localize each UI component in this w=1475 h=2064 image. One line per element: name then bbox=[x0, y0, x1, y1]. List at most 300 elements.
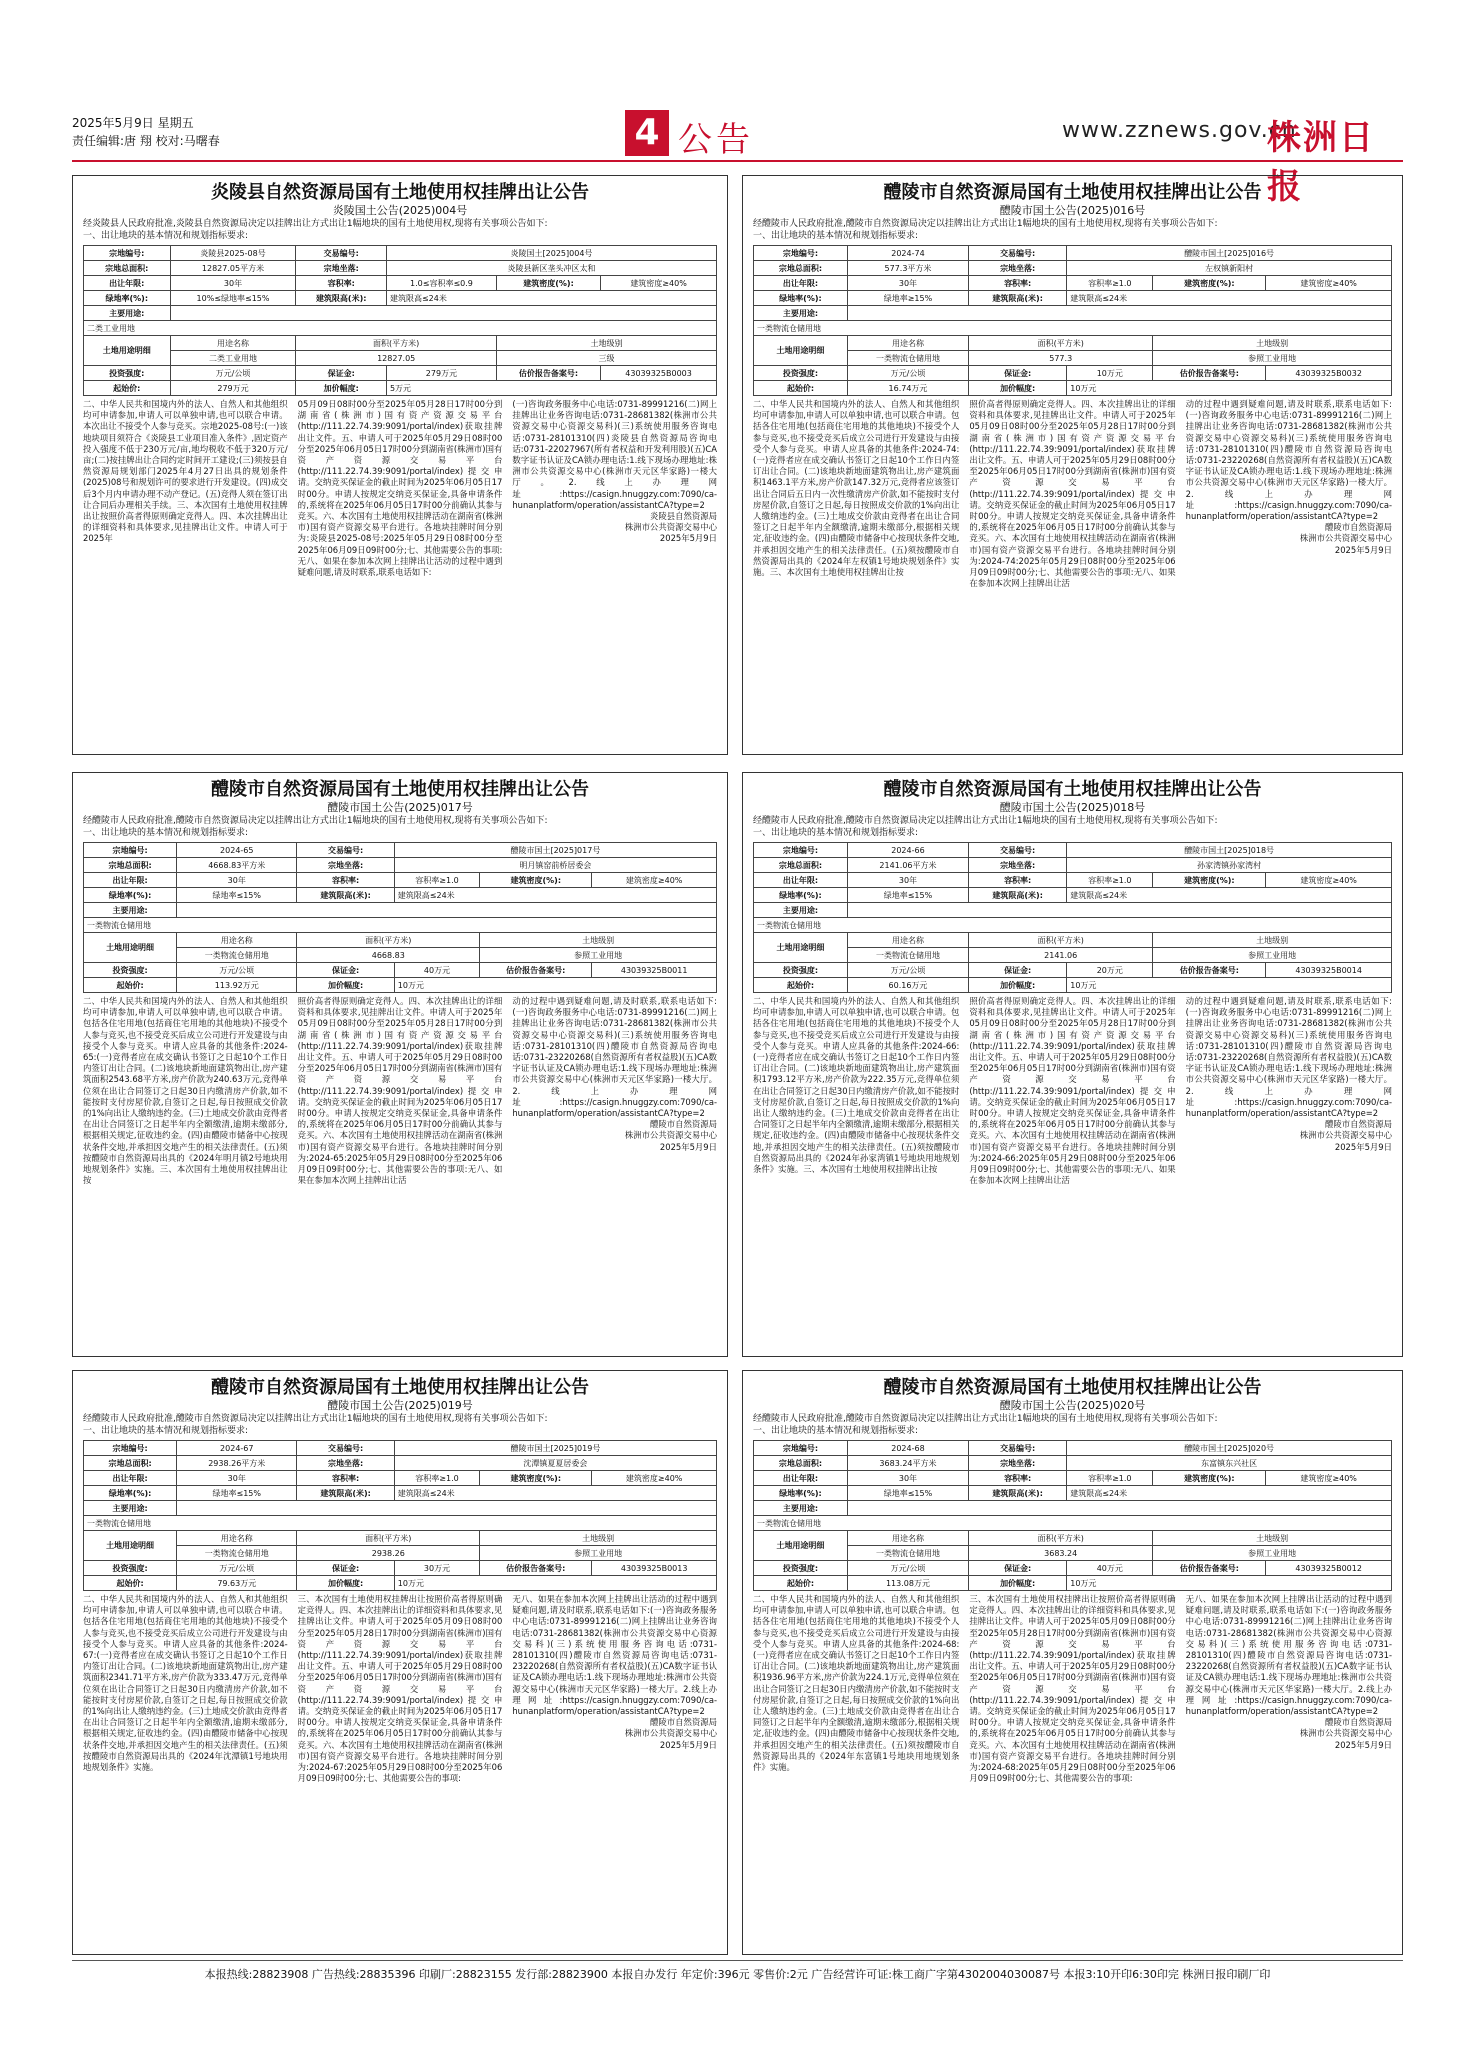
label-start-price: 起始价: bbox=[84, 1576, 177, 1591]
value-use-area: 2141.06 bbox=[969, 948, 1153, 963]
label-sub-table: 土地用途明细 bbox=[754, 1531, 848, 1561]
label-sub-table: 土地用途明细 bbox=[84, 1531, 177, 1561]
notice-title: 醴陵市自然资源局国有土地使用权挂牌出让公告 bbox=[883, 779, 1262, 800]
header-divider bbox=[72, 160, 1403, 162]
value-parcel-no: 炎陵县2025-08号 bbox=[170, 246, 296, 261]
label-far: 容积率: bbox=[297, 1471, 394, 1486]
issuer-signature-2: 株洲市公共资源交易中心 bbox=[1299, 533, 1392, 544]
value-grade: 参照工业用地 bbox=[480, 1546, 717, 1561]
label-appraisal: 估价报告备案号: bbox=[1153, 1561, 1266, 1576]
notice-number: 醴陵市国土公告(2025)018号 bbox=[999, 801, 1146, 814]
table-row bbox=[754, 1441, 1392, 1456]
value-height: 建筑限高≤24米 bbox=[1067, 1486, 1392, 1501]
header-meta bbox=[72, 114, 220, 150]
table-row bbox=[84, 888, 717, 903]
notice-date: 2025年5月9日 bbox=[1334, 544, 1392, 555]
body-column-3 bbox=[1186, 1594, 1392, 1784]
value-use-area: 577.3 bbox=[969, 351, 1153, 366]
value-start-price: 113.92万元 bbox=[177, 978, 297, 993]
table-row bbox=[84, 1456, 717, 1471]
value-density: 建筑密度≥40% bbox=[1266, 1471, 1392, 1486]
value-trade-no: 醴陵市国土[2025]019号 bbox=[394, 1441, 716, 1456]
table-row bbox=[84, 261, 717, 276]
body-column-3 bbox=[512, 1594, 717, 1784]
value-grade: 参照工业用地 bbox=[1153, 1546, 1392, 1561]
label-parcel-no: 宗地编号: bbox=[84, 843, 177, 858]
table-row bbox=[754, 351, 1392, 366]
value-main-use: 一类物流仓储用地 bbox=[754, 1516, 1392, 1531]
label-height: 建筑限高(米): bbox=[296, 291, 387, 306]
label-location: 宗地坐落: bbox=[297, 1456, 394, 1471]
table-row bbox=[754, 246, 1392, 261]
table-row bbox=[754, 261, 1392, 276]
notice-intro: 经醴陵市人民政府批准,醴陵市自然资源局决定以挂牌出让方式出让1幅地块的国有土地使用权,现将有关事项公告如下: bbox=[753, 1414, 1218, 1424]
label-trade-no: 交易编号: bbox=[297, 1441, 394, 1456]
label-density: 建筑密度(%): bbox=[1153, 873, 1266, 888]
label-green: 绿地率(%): bbox=[84, 291, 171, 306]
table-row bbox=[754, 873, 1392, 888]
label-height: 建筑限高(米): bbox=[969, 1486, 1067, 1501]
label-use-area: 面积(平方米) bbox=[969, 336, 1153, 351]
notice-body bbox=[753, 996, 1392, 1186]
table-row bbox=[754, 381, 1392, 396]
label-parcel-no: 宗地编号: bbox=[84, 246, 171, 261]
label-grade: 土地级别 bbox=[480, 933, 717, 948]
body-column-1: 二、中华人民共和国境内外的法人、自然人和其他组织均可申请参加,申请人可以单独申请,也可以联合申请。包括各住宅用地(包括商住宅用地的其他地块)不接受个人参与竞买,也不接受竞买后成立公司进行开发建设与由接受个人参与竞买。申请人应具备的其他条件:2024-67:(一)竞得者应在成交确认书签订之日起10个工作日内签订出让合同。(二)该地块新地面建筑物出让,房产建筑面积2341.71平方米,房产价款为333.47万元,竞得单位须在出让合同签订之日起30日内缴清房产价款,如不能按时支付房屋价款,自签订之日起,每日按照成交价款的1%向出让人缴纳违约金。(三)土地成交价款由竞得者在出让合同签订之日起半年内全额缴清,逾期未缴部分,根据相关规定,征收违约金。(四)由醴陵市储备中心按现状条件交地,并承担因交地产生的相关法律责任。(五)须按醴陵市自然资源局出具的《2024年沈潭镇1号地块用地规划条件》实施。 bbox=[83, 1594, 288, 1773]
table-row bbox=[84, 1501, 717, 1516]
section-heading: 一、出让地块的基本情况和规划指标要求: bbox=[753, 1426, 919, 1436]
label-location: 宗地坐落: bbox=[969, 858, 1067, 873]
notice-intro: 经醴陵市人民政府批准,醴陵市自然资源局决定以挂牌出让方式出让1幅地块的国有土地使用权,现将有关事项公告如下: bbox=[83, 816, 548, 826]
notice-title: 醴陵市自然资源局国有土地使用权挂牌出让公告 bbox=[883, 182, 1262, 203]
label-use-area: 面积(平方米) bbox=[296, 336, 496, 351]
notice-body bbox=[753, 1594, 1392, 1784]
value-increment: 10万元 bbox=[394, 978, 716, 993]
table-row bbox=[754, 276, 1392, 291]
label-deposit: 保证金: bbox=[969, 366, 1067, 381]
contact-info: 动的过程中遇到疑难问题,请及时联系,联系电话如下:(一)咨询政务服务中心电话:0731-89991216(二)网上挂牌出让业务咨询电话:0731-28681382(株洲市公共资源交易中心资源交易科)(三)系统使用服务咨询电话:0731-28101310(四)醴陵市自然资源局咨询电话:0731-23220268(自然资源所有者权益股)(五)CA数字证书认证及CA锁办理电话:1.线下现场办理地址:株洲市公共资源交易中心(株洲市天元区华家路)一楼大厅。2.线上办理网址:https://casign.hnuggzy.com:7090/ca-hunanplatform/operation/assistantCA?type=2 bbox=[1185, 399, 1392, 522]
value-increment: 10万元 bbox=[1067, 1576, 1392, 1591]
parcel-table bbox=[83, 1440, 717, 1591]
label-height: 建筑限高(米): bbox=[297, 888, 394, 903]
body-column-1: 二、中华人民共和国境内外的法人、自然人和其他组织均可申请参加,申请人可以单独申请,也可以联合申请。包括各住宅用地(包括商住宅用地的其他地块)不接受个人参与竞买,也不接受竞买后成立公司进行开发建设与由接受个人参与竞买。申请人应具备的其他条件:2024-74:(一)竞得者应在成交确认书签订之日起10个工作日内签订出让合同。(二)该地块新地面建筑物出让,房产建筑面积1463.1平方米,房产价款147.32万元,竞得者应该签订出让合同后五日内一次性缴清房产价款,如不能按时支付房屋价款,自签订之日起,每日按照成交价款的1%向出让人缴纳违约金。(三)土地成交价款由竞得者在出让合同签订之日起半年内全额缴清,逾期未缴部分,根据相关规定,征收违约金。(四)由醴陵市储备中心按现状条件交地,并承担因交地产生的相关法律责任。(五)须按醴陵市自然资源局出具的《2024年左权镇1号地块规划条件》实施。三、本次国有土地使用权挂牌出让按 bbox=[753, 399, 960, 578]
label-invest: 投资强度: bbox=[754, 963, 848, 978]
label-increment: 加价幅度: bbox=[969, 978, 1067, 993]
value-years: 30年 bbox=[847, 1471, 968, 1486]
value-main-use: 二类工业用地 bbox=[84, 321, 717, 336]
parcel-table bbox=[83, 245, 717, 396]
label-density: 建筑密度(%): bbox=[496, 276, 600, 291]
label-main-use: 主要用途: bbox=[84, 306, 171, 321]
label-appraisal: 估价报告备案号: bbox=[480, 963, 592, 978]
value-price-unit: 万元/公顷 bbox=[847, 1561, 968, 1576]
value-area: 3683.24平方米 bbox=[847, 1456, 968, 1471]
label-parcel-no: 宗地编号: bbox=[754, 843, 848, 858]
value-far: 容积率≥1.0 bbox=[1067, 276, 1153, 291]
value-price-unit: 万元/公顷 bbox=[177, 963, 297, 978]
value-years: 30年 bbox=[177, 873, 297, 888]
label-location: 宗地坐落: bbox=[297, 858, 394, 873]
value-start-price: 279万元 bbox=[170, 381, 296, 396]
label-parcel-no: 宗地编号: bbox=[84, 1441, 177, 1456]
value-grade: 参照工业用地 bbox=[1153, 948, 1392, 963]
table-row bbox=[84, 858, 717, 873]
value-area: 577.3平方米 bbox=[847, 261, 968, 276]
value-density: 建筑密度≥40% bbox=[592, 873, 717, 888]
contact-info: (一)咨询政务服务中心电话:0731-89991216(二)网上挂牌出让业务咨询电话:0731-28681382(株洲市公共资源交易中心资源交易科)(三)系统使用服务咨询电话:0731-28101310(四)炎陵县自然资源局咨询电话:0731-22027967(所有者权益和开发利用股)(五)CA数字证书认证及CA锁办理电话:1.线下现场办理地址:株洲市公共资源交易中心(株洲市天元区华家路)一楼大厅。2.线上办理网址:https://casign.hnuggzy.com:7090/ca-hunanplatform/operation/assistantCA?type=2 bbox=[512, 399, 718, 510]
label-trade-no: 交易编号: bbox=[969, 1441, 1067, 1456]
site-url[interactable]: www.zznews.gov.cn bbox=[1062, 118, 1297, 143]
value-use-name: 一类物流仓储用地 bbox=[847, 1546, 968, 1561]
label-start-price: 起始价: bbox=[84, 381, 171, 396]
body-column-2: 照价高者得原则确定竞得人。四、本次挂牌出让的详细资料和具体要求,见挂牌出让文件。申请人可于2025年05月09日08时00分至2025年05月28日17时00分到湖南省(株洲市)国有资产资源交易平台(http://111.22.74.39:9091/portal/index)获取挂牌出让文件。五、申请人可于2025年05月29日08时00分至2025年06月05日17时00分到湖南省(株洲市)国有资产资源交易平台(http://111.22.74.39:9091/portal/index)提交申请。交纳竞买保证金的截止时间为2025年06月05日17时00分。申请人按规定交纳竞买保证金,具备申请条件的,系统将在2025年06月05日17时00分前确认其参与竞买。六、本次国有土地使用权挂牌活动在湖南省(株洲市)国有资产资源交易平台进行。各地块挂牌时间分别为:2024-74:2025年05月29日08时00分至2025年06月09日09时00分;七、其他需要公告的事项:无八、如果在参加本次网上挂牌出让活 bbox=[969, 399, 1176, 589]
value-increment: 10万元 bbox=[394, 1576, 716, 1591]
label-height: 建筑限高(米): bbox=[969, 888, 1067, 903]
notice-intro: 经醴陵市人民政府批准,醴陵市自然资源局决定以挂牌出让方式出让1幅地块的国有土地使用权,现将有关事项公告如下: bbox=[753, 219, 1218, 229]
notice-title: 醴陵市自然资源局国有土地使用权挂牌出让公告 bbox=[883, 1377, 1262, 1398]
label-far: 容积率: bbox=[969, 873, 1067, 888]
issue-date: 2025年5月9日 星期五 bbox=[72, 116, 194, 130]
issuer-signature-2: 株洲市公共资源交易中心 bbox=[624, 522, 718, 533]
section-title: 公告 bbox=[678, 120, 754, 160]
body-column-1: 二、中华人民共和国境内外的法人、自然人和其他组织均可申请参加,申请人可以单独申请,也可以联合申请。包括各住宅用地(包括商住宅用地的其他地块)不接受个人参与竞买,也不接受竞买后成立公司进行开发建设与由接受个人参与竞买。申请人应具备的其他条件:2024-65:(一)竞得者应在成交确认书签订之日起10个工作日内签订出让合同。(二)该地块新地面建筑物出让,房产建筑面积2543.68平方米,房产价款为240.63万元,竞得单位须在出让合同签订之日起30日内缴清房产价款,如不能按时支付房屋价款,自签订之日起,每日按照成交价款的1%向出让人缴纳违约金。(三)土地成交价款由竞得者在出让合同签订之日起半年内全额缴清,逾期未缴部分,根据相关规定,征收违约金。(四)由醴陵市储备中心按现状条件交地,并承担因交地产生的相关法律责任。(五)须按醴陵市自然资源局出具的《2024年明月镇2号地块用地规划条件》实施。三、本次国有土地使用权挂牌出让按 bbox=[83, 996, 288, 1186]
table-row bbox=[754, 963, 1392, 978]
label-years: 出让年限: bbox=[754, 873, 848, 888]
label-use-name: 用途名称 bbox=[177, 1531, 297, 1546]
table-row bbox=[84, 321, 717, 336]
label-grade: 土地级别 bbox=[1153, 933, 1392, 948]
issuer-signature-2: 株洲市公共资源交易中心 bbox=[1299, 1130, 1392, 1141]
label-use-name: 用途名称 bbox=[177, 933, 297, 948]
value-start-price: 79.63万元 bbox=[177, 1576, 297, 1591]
notice-title: 醴陵市自然资源局国有土地使用权挂牌出让公告 bbox=[211, 1377, 589, 1398]
label-area: 宗地总面积: bbox=[84, 261, 171, 276]
table-row bbox=[84, 843, 717, 858]
label-green: 绿地率(%): bbox=[754, 291, 848, 306]
parcel-table bbox=[83, 842, 717, 993]
table-row bbox=[84, 351, 717, 366]
table-row bbox=[84, 978, 717, 993]
label-area: 宗地总面积: bbox=[754, 1456, 848, 1471]
notice-number: 醴陵市国土公告(2025)016号 bbox=[999, 204, 1146, 217]
body-column-1: 二、中华人民共和国境内外的法人、自然人和其他组织均可申请参加,申请人可以单独申请,也可以联合申请。包括各住宅用地(包括商住宅用地的其他地块)不接受个人参与竞买,也不接受竞买后成立公司进行开发建设与由接受个人参与竞买。申请人应具备的其他条件:2024-66:(一)竞得者应在成交确认书签订之日起10个工作日内签订出让合同。(二)该地块新地面建筑物出让,房产建筑面积1793.12平方米,房产价款为222.35万元,竞得单位须在出让合同签订之日起30日内缴清房产价款,如不能按时支付房屋价款,自签订之日起,每日按照成交价款的1%向出让人缴纳违约金。(三)土地成交价款由竞得者在出让合同签订之日起半年内全额缴清,逾期未缴部分,根据相关规定,征收违约金。(四)由醴陵市储备中心按现状条件交地,并承担因交地产生的相关法律责任。(五)须按醴陵市自然资源局出具的《2024年孙家湾镇1号地块用地规划条件》实施。三、本次国有土地使用权挂牌出让按 bbox=[753, 996, 960, 1175]
value-location: 沈潭镇夏夏居委会 bbox=[394, 1456, 716, 1471]
label-density: 建筑密度(%): bbox=[1153, 1471, 1266, 1486]
value-parcel-no: 2024-65 bbox=[177, 843, 297, 858]
label-height: 建筑限高(米): bbox=[297, 1486, 394, 1501]
table-row bbox=[754, 1576, 1392, 1591]
table-row bbox=[754, 918, 1392, 933]
value-main-use: 一类物流仓储用地 bbox=[754, 321, 1392, 336]
value-use-area: 4668.83 bbox=[297, 948, 480, 963]
value-trade-no: 醴陵市国土[2025]016号 bbox=[1067, 246, 1392, 261]
label-parcel-no: 宗地编号: bbox=[754, 1441, 848, 1456]
value-use-name: 一类物流仓储用地 bbox=[177, 1546, 297, 1561]
body-column-3 bbox=[512, 996, 717, 1186]
value-trade-no: 醴陵市国土[2025]018号 bbox=[1067, 843, 1392, 858]
label-years: 出让年限: bbox=[84, 1471, 177, 1486]
notice-body bbox=[83, 399, 717, 578]
value-area: 12827.05平方米 bbox=[170, 261, 296, 276]
body-column-1: 二、中华人民共和国境内外的法人、自然人和其他组织均可申请参加,申请人可以单独申请,也可以联合申请。本次出让不接受个人参与竞买。宗地2025-08号:(一)该地块项目须符合《炎陵县工业项目准入条件》,固定资产投入强度不低于230万元/亩,地均税收不低于320万元/亩;(二)按挂牌出让合同约定时间开工建设;(三)须按县自然资源局规划部门2025年4月27日出具的规划条件(2025)08号和规划许可的要求进行开发建设。(四)成交后3个月内申请办理不动产登记。(五)竞得人须在签订出让合同后办理相关手续。三、本次国有土地使用权挂牌出让按照价高者得原则确定竞得人。四、本次挂牌出让的详细资料和具体要求,见挂牌出让文件。申请人可于2025年 bbox=[83, 399, 288, 544]
footer-divider bbox=[72, 1960, 1403, 1961]
notice-body bbox=[753, 399, 1392, 589]
label-sub-table: 土地用途明细 bbox=[84, 336, 171, 366]
body-column-2: 照价高者得原则确定竞得人。四、本次挂牌出让的详细资料和具体要求,见挂牌出让文件。申请人可于2025年05月09日08时00分至2025年05月28日17时00分到湖南省(株洲市)国有资产资源交易平台(http://111.22.74.39:9091/portal/index)获取挂牌出让文件。五、申请人可于2025年05月29日08时00分至2025年06月05日17时00分到湖南省(株洲市)国有资产资源交易平台(http://111.22.74.39:9091/portal/index)提交申请。交纳竞买保证金的截止时间为2025年06月05日17时00分。申请人按规定交纳竞买保证金,具备申请条件的,系统将在2025年06月05日17时00分前确认其参与竞买。六、本次国有土地使用权挂牌活动在湖南省(株洲市)国有资产资源交易平台进行。各地块挂牌时间分别为:2024-66:2025年05月29日08时00分至2025年06月09日09时00分;七、其他需要公告的事项:无八、如果在参加本次网上挂牌出让活 bbox=[969, 996, 1176, 1186]
table-row bbox=[754, 1486, 1392, 1501]
label-increment: 加价幅度: bbox=[297, 1576, 394, 1591]
issuer-signature: 醴陵市自然资源局 bbox=[1324, 1717, 1392, 1728]
label-trade-no: 交易编号: bbox=[297, 843, 394, 858]
page-number: 4 bbox=[625, 110, 669, 156]
table-row bbox=[754, 321, 1392, 336]
value-density: 建筑密度≥40% bbox=[592, 1471, 717, 1486]
value-years: 30年 bbox=[177, 1471, 297, 1486]
label-location: 宗地坐落: bbox=[969, 261, 1067, 276]
notice-number: 醴陵市国土公告(2025)019号 bbox=[327, 1399, 473, 1412]
value-far: 1.0≤容积率≤0.9 bbox=[386, 276, 496, 291]
label-density: 建筑密度(%): bbox=[1153, 276, 1266, 291]
label-use-name: 用途名称 bbox=[847, 933, 968, 948]
label-start-price: 起始价: bbox=[84, 978, 177, 993]
label-deposit: 保证金: bbox=[969, 963, 1067, 978]
body-column-2: 05月09日08时00分至2025年05月28日17时00分到湖南省(株洲市)国有资产资源交易平台(http://111.22.74.39:9091/portal/index)获取挂牌出让文件。五、申请人可于2025年05月29日08时00分至2025年06月05日17时00分到湖南省(株洲市)国有资产资源交易平台(http://111.22.74.39:9091/portal/index)提交申请。交纳竞买保证金的截止时间为2025年06月05日17时00分。申请人按规定交纳竞买保证金,具备申请条件的,系统将在2025年06月05日17时00分前确认其参与竞买。六、本次国有土地使用权挂牌活动在湖南省(株洲市)国有资产资源交易平台进行。各地块挂牌时间分别为:炎陵县2025-08号:2025年05月29日08时00分至2025年06月09日09时00分;七、其他需要公告的事项:无八、如果在参加本次网上挂牌出让活动的过程中遇到疑难问题,请及时联系,联系电话如下: bbox=[297, 399, 503, 578]
body-column-1: 二、中华人民共和国境内外的法人、自然人和其他组织均可申请参加,申请人可以单独申请,也可以联合申请。包括各住宅用地(包括商住宅用地的其他地块)不接受个人参与竞买,也不接受竞买后成立公司进行开发建设与由接受个人参与竞买。申请人应具备的其他条件:2024-68:(一)竞得者应在成交确认书签订之日起10个工作日内签订出让合同。(二)该地块新地面建筑物出让,房产建筑面积1936.96平方米,房产价款为224.1万元,竞得单位须在出让合同签订之日起30日内缴清房产价款,如不能按时支付房屋价款,自签订之日起,每日按照成交价款的1%向出让人缴纳违约金。(三)土地成交价款由竞得者在出让合同签订之日起半年内全额缴清,逾期未缴部分,根据相关规定,征收违约金。(四)由醴陵市储备中心按现状条件交地,并承担因交地产生的相关法律责任。(五)须按醴陵市自然资源局出具的《2024年东富镇1号地块用地规划条件》实施。 bbox=[753, 1594, 960, 1773]
section-heading: 一、出让地块的基本情况和规划指标要求: bbox=[83, 231, 249, 241]
label-increment: 加价幅度: bbox=[296, 381, 387, 396]
table-row bbox=[84, 1561, 717, 1576]
label-appraisal: 估价报告备案号: bbox=[480, 1561, 592, 1576]
notice-panel-3 bbox=[72, 772, 728, 1357]
label-green: 绿地率(%): bbox=[84, 888, 177, 903]
table-row bbox=[754, 933, 1392, 948]
label-deposit: 保证金: bbox=[296, 366, 387, 381]
issuer-signature: 醴陵市自然资源局 bbox=[1324, 522, 1392, 533]
label-height: 建筑限高(米): bbox=[969, 291, 1067, 306]
table-row bbox=[84, 933, 717, 948]
notice-number: 醴陵市国土公告(2025)020号 bbox=[999, 1399, 1146, 1412]
value-use-name: 二类工业用地 bbox=[170, 351, 296, 366]
value-trade-no: 醴陵市国土[2025]020号 bbox=[1067, 1441, 1392, 1456]
table-row bbox=[754, 903, 1392, 918]
parcel-table bbox=[753, 1440, 1392, 1591]
table-row bbox=[84, 1531, 717, 1546]
value-far: 容积率≥1.0 bbox=[1067, 873, 1153, 888]
issuer-signature: 醴陵市自然资源局 bbox=[650, 1119, 718, 1130]
table-row bbox=[754, 1456, 1392, 1471]
label-increment: 加价幅度: bbox=[969, 1576, 1067, 1591]
value-deposit: 279万元 bbox=[386, 366, 496, 381]
value-years: 30年 bbox=[847, 276, 968, 291]
label-location: 宗地坐落: bbox=[296, 261, 387, 276]
value-height: 建筑限高≤24米 bbox=[1067, 888, 1392, 903]
value-appraisal: 43039325B0011 bbox=[592, 963, 717, 978]
value-density: 建筑密度≥40% bbox=[1266, 276, 1392, 291]
table-row bbox=[84, 903, 717, 918]
notice-title: 醴陵市自然资源局国有土地使用权挂牌出让公告 bbox=[211, 779, 589, 800]
value-parcel-no: 2024-67 bbox=[177, 1441, 297, 1456]
label-main-use: 主要用途: bbox=[754, 306, 848, 321]
value-grade: 参照工业用地 bbox=[480, 948, 717, 963]
table-row bbox=[84, 1576, 717, 1591]
label-start-price: 起始价: bbox=[754, 1576, 848, 1591]
table-row bbox=[754, 1501, 1392, 1516]
label-use-name: 用途名称 bbox=[847, 1531, 968, 1546]
table-row bbox=[84, 306, 717, 321]
issuer-signature: 醴陵市自然资源局 bbox=[1324, 1119, 1392, 1130]
value-appraisal: 43039325B0032 bbox=[1266, 366, 1392, 381]
label-far: 容积率: bbox=[969, 276, 1067, 291]
value-parcel-no: 2024-66 bbox=[847, 843, 968, 858]
label-use-name: 用途名称 bbox=[847, 336, 968, 351]
table-row bbox=[84, 1516, 717, 1531]
table-row bbox=[754, 858, 1392, 873]
label-increment: 加价幅度: bbox=[969, 381, 1067, 396]
value-location: 左权镇新阳村 bbox=[1067, 261, 1392, 276]
label-use-area: 面积(平方米) bbox=[969, 933, 1153, 948]
notice-panel-2 bbox=[742, 175, 1403, 755]
label-green: 绿地率(%): bbox=[84, 1486, 177, 1501]
value-green: 绿地率≤15% bbox=[847, 1486, 968, 1501]
label-far: 容积率: bbox=[297, 873, 394, 888]
value-green: 绿地率≤15% bbox=[177, 888, 297, 903]
value-height: 建筑限高≤24米 bbox=[394, 888, 716, 903]
notice-number: 醴陵市国土公告(2025)017号 bbox=[327, 801, 473, 814]
label-grade: 土地级别 bbox=[1153, 336, 1392, 351]
table-row bbox=[754, 291, 1392, 306]
label-invest: 投资强度: bbox=[84, 366, 171, 381]
value-price-unit: 万元/公顷 bbox=[170, 366, 296, 381]
value-appraisal: 43039325B0014 bbox=[1266, 963, 1392, 978]
value-density: 建筑密度≥40% bbox=[601, 276, 717, 291]
value-increment: 10万元 bbox=[1067, 978, 1392, 993]
label-grade: 土地级别 bbox=[1153, 1531, 1392, 1546]
notice-intro: 经醴陵市人民政府批准,醴陵市自然资源局决定以挂牌出让方式出让1幅地块的国有土地使用权,现将有关事项公告如下: bbox=[753, 816, 1218, 826]
table-row bbox=[84, 246, 717, 261]
value-price-unit: 万元/公顷 bbox=[847, 366, 968, 381]
notice-panel-6 bbox=[742, 1370, 1403, 1955]
section-heading: 一、出让地块的基本情况和规划指标要求: bbox=[753, 828, 919, 838]
notice-date: 2025年5月9日 bbox=[1334, 1141, 1392, 1152]
page-footer: 本报热线:28823908 广告热线:28835396 印刷厂:28823155 发行部:28823900 本报自办发行 年定价:396元 零售价:2元 广告经营许可证:株工商广字第4302004030087号 本报3:10开印6:30印完 株洲日报印刷厂印 bbox=[204, 1968, 1271, 1981]
value-deposit: 40万元 bbox=[394, 963, 479, 978]
value-green: 绿地率≤15% bbox=[847, 888, 968, 903]
value-green: 10%≤绿地率≤15% bbox=[170, 291, 296, 306]
contact-info: 动的过程中遇到疑难问题,请及时联系,联系电话如下:(一)咨询政务服务中心电话:0731-89991216(二)网上挂牌出让业务咨询电话:0731-28681382(株洲市公共资源交易中心资源交易科)(三)系统使用服务咨询电话:0731-28101310(四)醴陵市自然资源局咨询电话:0731-23220268(自然资源所有者权益股)(五)CA数字证书认证及CA锁办理电话:1.线下现场办理地址:株洲市公共资源交易中心(株洲市天元区华家路)一楼大厅。2.线上办理网址:https://casign.hnuggzy.com:7090/ca-hunanplatform/operation/assistantCA?type=2 bbox=[512, 996, 718, 1119]
table-row bbox=[754, 978, 1392, 993]
label-deposit: 保证金: bbox=[969, 1561, 1067, 1576]
issuer-signature-2: 株洲市公共资源交易中心 bbox=[1299, 1728, 1392, 1739]
value-price-unit: 万元/公顷 bbox=[177, 1561, 297, 1576]
table-row bbox=[84, 381, 717, 396]
label-invest: 投资强度: bbox=[84, 963, 177, 978]
notice-number: 炎陵国土公告(2025)004号 bbox=[332, 204, 468, 217]
table-row bbox=[84, 366, 717, 381]
label-trade-no: 交易编号: bbox=[296, 246, 387, 261]
table-row bbox=[84, 1546, 717, 1561]
table-row bbox=[84, 963, 717, 978]
value-height: 建筑限高≤24米 bbox=[394, 1486, 716, 1501]
notice-panel-5 bbox=[72, 1370, 728, 1955]
label-main-use: 主要用途: bbox=[84, 1501, 177, 1516]
value-location: 东富镇东兴社区 bbox=[1067, 1456, 1392, 1471]
label-years: 出让年限: bbox=[754, 1471, 848, 1486]
value-use-area: 2938.26 bbox=[297, 1546, 480, 1561]
label-far: 容积率: bbox=[969, 1471, 1067, 1486]
label-start-price: 起始价: bbox=[754, 381, 848, 396]
label-use-area: 面积(平方米) bbox=[969, 1531, 1153, 1546]
label-main-use: 主要用途: bbox=[754, 903, 848, 918]
label-trade-no: 交易编号: bbox=[969, 246, 1067, 261]
value-location: 炎陵县新区垄头冲区太和 bbox=[386, 261, 716, 276]
label-use-area: 面积(平方米) bbox=[297, 1531, 480, 1546]
value-height: 建筑限高≤24米 bbox=[386, 291, 716, 306]
table-row bbox=[84, 873, 717, 888]
label-use-name: 用途名称 bbox=[170, 336, 296, 351]
value-area: 2141.06平方米 bbox=[847, 858, 968, 873]
label-sub-table: 土地用途明细 bbox=[754, 336, 848, 366]
label-start-price: 起始价: bbox=[754, 978, 848, 993]
label-area: 宗地总面积: bbox=[84, 858, 177, 873]
label-density: 建筑密度(%): bbox=[480, 1471, 592, 1486]
body-column-3 bbox=[1186, 996, 1392, 1186]
value-start-price: 113.08万元 bbox=[847, 1576, 968, 1591]
label-deposit: 保证金: bbox=[297, 963, 394, 978]
label-area: 宗地总面积: bbox=[754, 858, 848, 873]
label-area: 宗地总面积: bbox=[754, 261, 848, 276]
label-sub-table: 土地用途明细 bbox=[754, 933, 848, 963]
issuer-signature-2: 株洲市公共资源交易中心 bbox=[624, 1130, 718, 1141]
label-years: 出让年限: bbox=[84, 873, 177, 888]
value-trade-no: 醴陵市国土[2025]017号 bbox=[394, 843, 716, 858]
label-far: 容积率: bbox=[296, 276, 387, 291]
issuer-signature: 醴陵市自然资源局 bbox=[650, 1717, 718, 1728]
table-row bbox=[754, 1471, 1392, 1486]
label-grade: 土地级别 bbox=[496, 336, 716, 351]
label-invest: 投资强度: bbox=[754, 366, 848, 381]
section-heading: 一、出让地块的基本情况和规划指标要求: bbox=[83, 828, 249, 838]
value-parcel-no: 2024-74 bbox=[847, 246, 968, 261]
notice-date: 2025年5月9日 bbox=[1334, 1739, 1392, 1750]
value-start-price: 60.16万元 bbox=[847, 978, 968, 993]
value-use-area: 12827.05 bbox=[296, 351, 496, 366]
label-increment: 加价幅度: bbox=[297, 978, 394, 993]
label-appraisal: 估价报告备案号: bbox=[496, 366, 600, 381]
value-location: 明月镇窑前桥居委会 bbox=[394, 858, 716, 873]
issuer-signature: 炎陵县自然资源局 bbox=[650, 511, 718, 522]
label-green: 绿地率(%): bbox=[754, 1486, 848, 1501]
table-row bbox=[84, 1441, 717, 1456]
label-main-use: 主要用途: bbox=[754, 1501, 848, 1516]
label-invest: 投资强度: bbox=[84, 1561, 177, 1576]
value-deposit: 10万元 bbox=[1067, 366, 1153, 381]
value-green: 绿地率≤15% bbox=[177, 1486, 297, 1501]
label-appraisal: 估价报告备案号: bbox=[1153, 963, 1266, 978]
notice-intro: 经醴陵市人民政府批准,醴陵市自然资源局决定以挂牌出让方式出让1幅地块的国有土地使用权,现将有关事项公告如下: bbox=[83, 1414, 548, 1424]
value-increment: 5万元 bbox=[386, 381, 716, 396]
value-main-use: 一类物流仓储用地 bbox=[754, 918, 1392, 933]
contact-info: 无八、如果在参加本次网上挂牌出让活动的过程中遇到疑难问题,请及时联系,联系电话如下:(一)咨询政务服务中心电话:0731-89991216(二)网上挂牌出让业务咨询电话:0731-28681382(株洲市公共资源交易中心资源交易科)(三)系统使用服务咨询电话:0731-28101310(四)醴陵市自然资源局咨询电话:0731-23220268(自然资源所有者权益股)(五)CA数字证书认证及CA锁办理电话:1.线下现场办理地址:株洲市公共资源交易中心(株洲市天元区华家路)一楼大厅。2.线上办理网址:https://casign.hnuggzy.com:7090/ca-hunanplatform/operation/assistantCA?type=2 bbox=[512, 1594, 718, 1717]
label-years: 出让年限: bbox=[754, 276, 848, 291]
value-grade: 参照工业用地 bbox=[1153, 351, 1392, 366]
value-use-area: 3683.24 bbox=[969, 1546, 1153, 1561]
table-row bbox=[84, 1486, 717, 1501]
table-row bbox=[84, 336, 717, 351]
label-trade-no: 交易编号: bbox=[969, 843, 1067, 858]
table-row bbox=[754, 843, 1392, 858]
table-row bbox=[754, 948, 1392, 963]
notice-body bbox=[83, 996, 717, 1186]
